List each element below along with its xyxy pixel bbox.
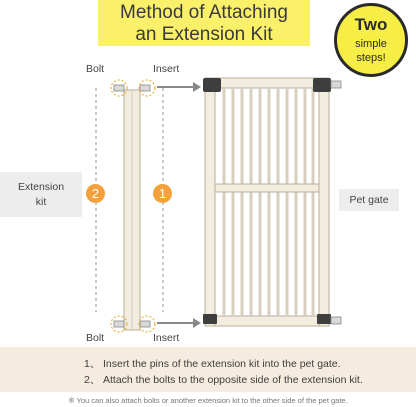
- instruction-2-number: 2、: [84, 374, 101, 386]
- extension-kit-label-line-2: kit: [35, 196, 47, 208]
- badge-line-2: simple: [355, 38, 387, 50]
- badge-line-1: Two: [354, 15, 388, 34]
- step-1-circle: 1: [153, 184, 172, 203]
- title-line-1: Method of Attaching: [120, 2, 288, 23]
- title-line-2: an Extension Kit: [135, 24, 273, 45]
- pet-gate-illustration: [203, 78, 341, 326]
- bolt-top-label: Bolt: [86, 63, 105, 75]
- step-2-circle: 2: [86, 184, 105, 203]
- bolt-bottom-label: Bolt: [86, 332, 105, 344]
- extension-kit-label-line-1: Extension: [17, 181, 65, 193]
- instruction-1-number: 1、: [84, 358, 101, 370]
- extension-kit-illustration: [114, 85, 150, 330]
- insert-top-label: Insert: [153, 63, 180, 75]
- instruction-2-text: Attach the bolts to the opposite side of the extension kit.: [103, 374, 363, 386]
- badge-line-3: steps!: [356, 52, 386, 64]
- extension-kit-label: [0, 172, 82, 217]
- arrow-right-top-icon: [157, 82, 201, 92]
- instruction-1-text: Insert the pins of the extension kit into the pet gate.: [103, 358, 341, 370]
- insert-bottom-label: Insert: [153, 332, 180, 344]
- arrow-right-bottom-icon: [157, 318, 201, 328]
- pet-gate-label: Pet gate: [339, 189, 399, 211]
- footnote: ※ You can also attach bolts or another extension kit to the other side of the pet gate.: [68, 396, 348, 405]
